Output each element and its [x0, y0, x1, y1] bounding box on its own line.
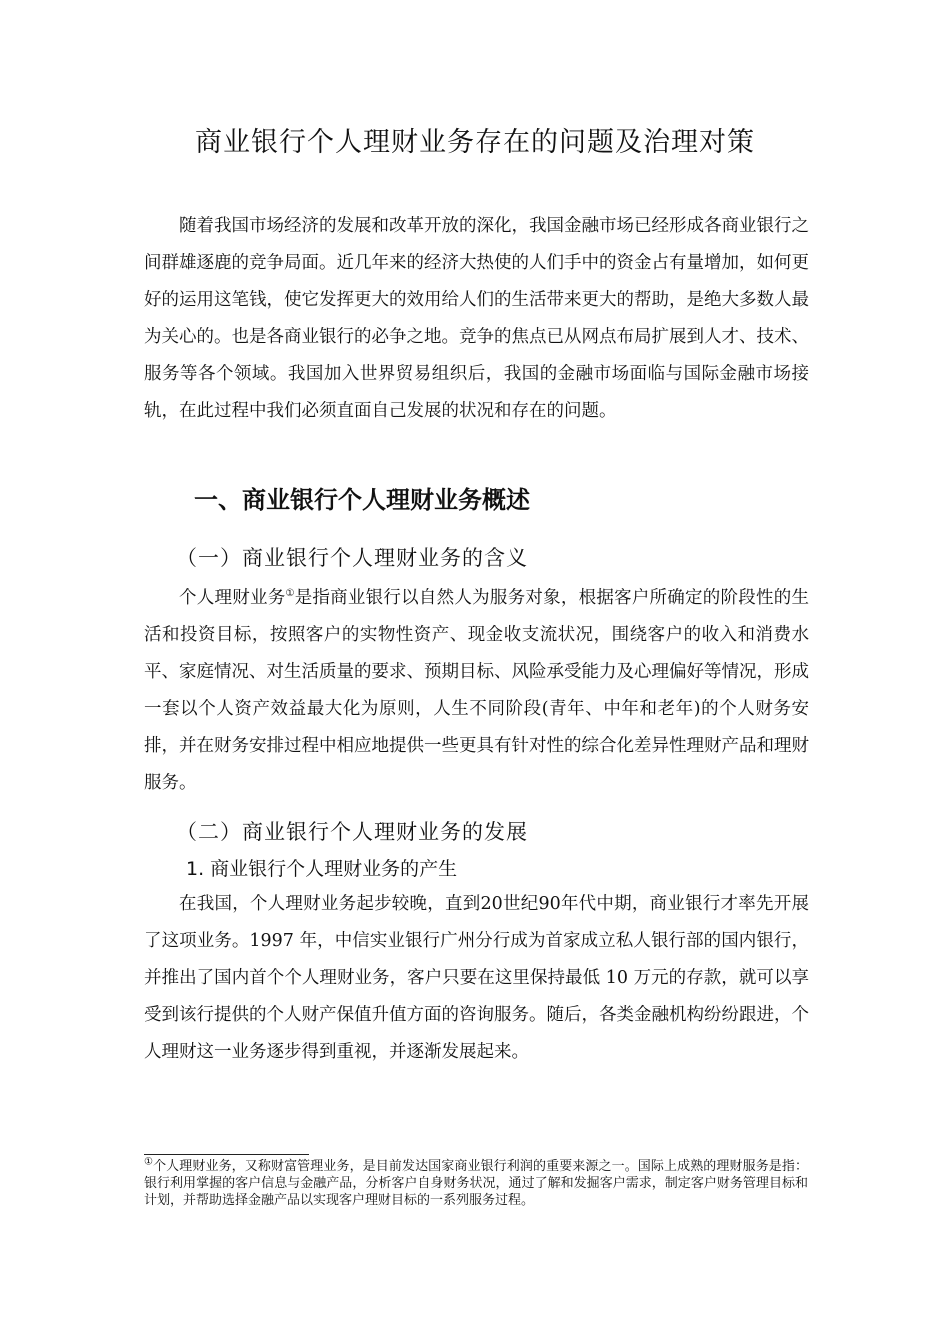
document-title: 商业银行个人理财业务存在的问题及治理对策 [195, 127, 755, 158]
subsection-heading-2: （二）商业银行个人理财业务的发展 [176, 820, 528, 844]
footnote [144, 1158, 808, 1209]
footnote-mark: ① [144, 1156, 154, 1168]
item-heading-1: 1. 商业银行个人理财业务的产生 [186, 858, 458, 880]
footnote-separator [144, 1154, 309, 1155]
intro-paragraph: 随着我国市场经济的发展和改革开放的深化，我国金融市场已经形成各商业银行之间群雄逐鹿的竞争局面。近几年来的经济大热使的人们手中的资金占有量增加，如何更好的运用这笔钱，使它发挥更大的效用给人们的生活带来更大的帮助，是绝大多数人最为关心的。也是各商业银行的必争之地。竞争的焦点已从网点布局扩展到人才、技术、服务等各个领域。我国加入世界贸易组织后，我国的金融市场面临与国际金融市场接轨，在此过程中我们必须直面自己发展的状况和存在的问题。 [144, 216, 809, 421]
definition-lead: 个人理财业务 [179, 588, 286, 608]
origin-paragraph: 在我国，个人理财业务起步较晚，直到20世纪90年代中期，商业银行才率先开展了这项业务。1997 年，中信实业银行广州分行成为首家成立私人银行部的国内银行，并推出了国内首个个人理财业务，客户只要在这里保持最低 10 万元的存款，就可以享受到该行提供的个人财产保值升值方面的咨询服务。随后，各类金融机构纷纷跟进，个人理财这一业务逐步得到重视，并逐渐发展起来。 [144, 894, 809, 1062]
footnote-text: 个人理财业务，又称财富管理业务，是目前发达国家商业银行利润的重要来源之一。国际上成熟的理财服务是指：银行利用掌握的客户信息与金融产品，分析客户自身财务状况，通过了解和发掘客户需求，制定客户财务管理目标和计划，并帮助选择金融产品以实现客户理财目标的一系列服务过程。 [144, 1159, 808, 1208]
section-heading-1: 一、商业银行个人理财业务概述 [194, 486, 530, 514]
footnote-reference-mark: ① [285, 588, 295, 600]
definition-paragraph [144, 580, 809, 802]
definition-text: 是指商业银行以自然人为服务对象，根据客户所确定的阶段性的生活和投资目标，按照客户的实物性资产、现金收支流状况，围绕客户的收入和消费水平、家庭情况、对生活质量的要求、预期目标、风险承受能力及心理偏好等情况，形成一套以个人资产效益最大化为原则，人生不同阶段(青年、中年和老年)的个人财务安排，并在财务安排过程中相应地提供一些更具有针对性的综合化差异性理财产品和理财服务。 [144, 588, 810, 793]
subsection-heading-1: （一）商业银行个人理财业务的含义 [176, 546, 528, 570]
